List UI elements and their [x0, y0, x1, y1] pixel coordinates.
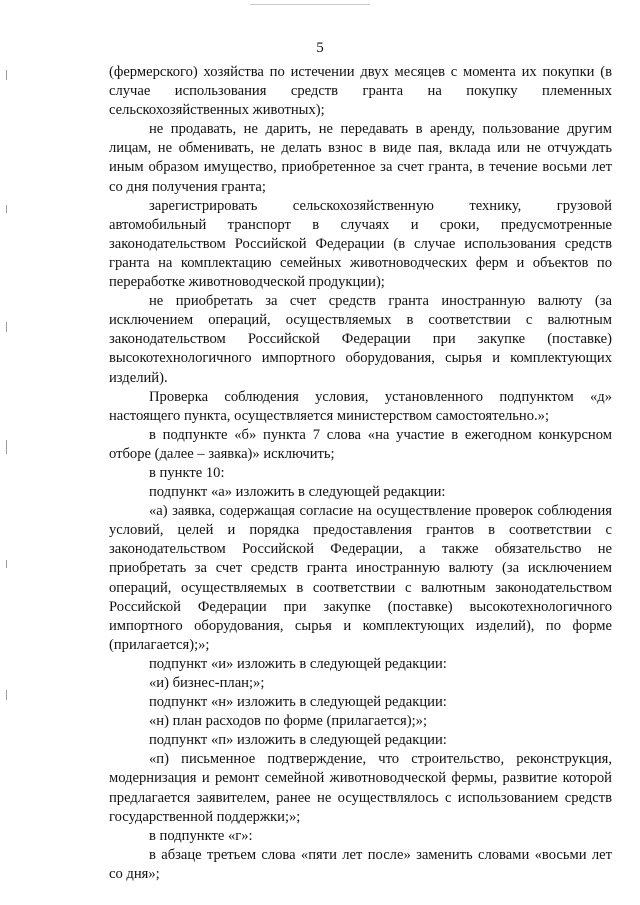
binding-mark	[6, 440, 7, 454]
paragraph: подпункт «и» изложить в следующей редакции:	[149, 655, 447, 672]
paragraph: подпункт «а» изложить в следующей редакции:	[149, 484, 446, 501]
paragraph: (фермерского) хозяйства по истечении двух месяцев с момента их покупки (в случае использования средств гранта на покупку племенных сельскохозяйственных животных);	[109, 64, 612, 119]
paragraph: «н) план расходов по форме (прилагается);»;	[149, 713, 428, 730]
paragraph: Проверка соблюдения условия, установленного подпунктом «д» настоящего пункта, осуществляется министерством самостоятельно.»;	[109, 388, 612, 424]
paragraph: зарегистрировать сельскохозяйственную технику, грузовой автомобильный транспорт в случаях и сроки, предусмотренные законодательством Российской Федерации (в случае использования средств гранта на комплектацию семейных животноводческих ферм и объектов по переработке животноводческой продукции);	[109, 197, 612, 291]
document-body	[109, 63, 612, 884]
paragraph: в подпункте «г»:	[149, 827, 253, 844]
paragraph: не продавать, не дарить, не передавать в аренду, пользование другим лицам, не обменивать, не делать взнос в виде пая, вклада или не отчуждать иным образом имущество, приобретенное за счет гранта, в течение восьми лет со дня получения гранта;	[109, 121, 612, 195]
paragraph: подпункт «н» изложить в следующей редакции:	[149, 694, 447, 711]
binding-mark	[6, 322, 7, 332]
paragraph: подпункт «п» изложить в следующей редакции:	[149, 732, 447, 749]
page-number: 5	[316, 40, 324, 56]
paragraph: в пункте 10:	[149, 464, 225, 481]
paragraph: в подпункте «б» пункта 7 слова «на участие в ежегодном конкурсном отборе (далее – заявка)» исключить;	[109, 426, 612, 462]
paragraph: «п) письменное подтверждение, что строительство, реконструкция, модернизация и ремонт семейной животноводческой фермы, развитие которой предлагается заявителем, ранее не осуществлялось с использованием средств государственной поддержки;»;	[109, 751, 612, 825]
binding-mark	[6, 205, 7, 213]
paragraph: не приобретать за счет средств гранта иностранную валюту (за исключением операций, осуществляемых в соответствии с валютным законодательством Российской Федерации при закупке (поставке) высокотехнологичного импортного оборудования, сырья и комплектующих изделий).	[109, 293, 612, 386]
binding-mark	[6, 690, 7, 700]
paragraph: в абзаце третьем слова «пяти лет после» заменить словами «восьми лет со дня»;	[109, 846, 612, 882]
binding-mark	[6, 70, 7, 80]
binding-mark	[6, 560, 7, 568]
paragraph: «а) заявка, содержащая согласие на осуществление проверок соблюдения условий, целей и порядка предоставления грантов в соответствии с законодательством Российской Федерации, а также обязательство не приобретать за счет средств гранта иностранную валюту (за исключением операций, осуществляемых в соответствии с валютным законодательством Российской Федерации при закупке (поставке) высокотехнологичного импортного оборудования, сырья и комплектующих изделий), по форме (прилагается);»;	[109, 503, 612, 653]
paragraph: «и) бизнес-план;»;	[149, 675, 265, 691]
scan-artifact	[250, 4, 370, 5]
